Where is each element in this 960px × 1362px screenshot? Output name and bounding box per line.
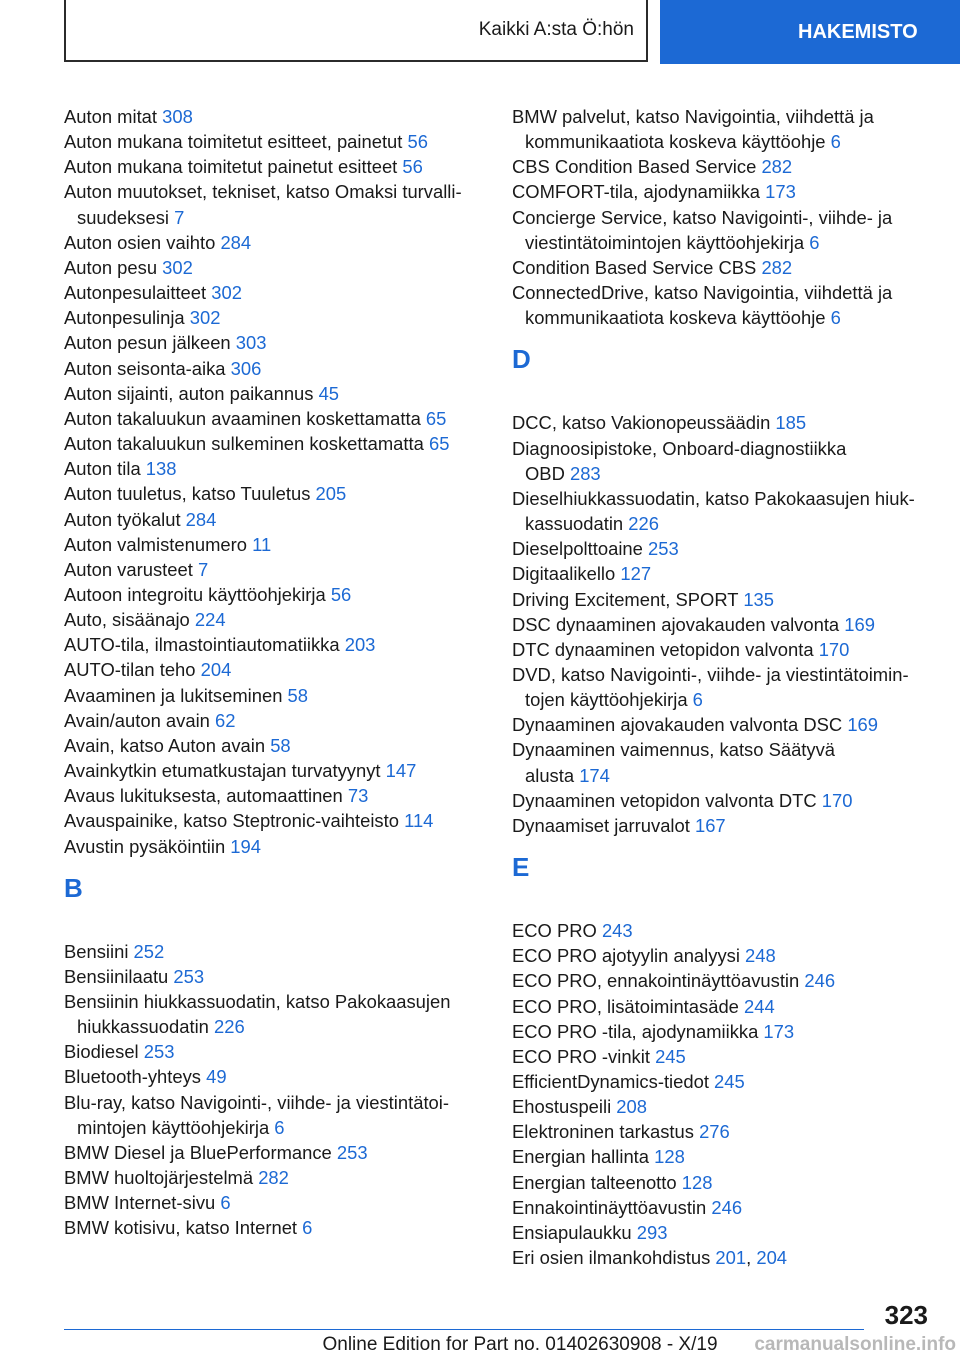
page-link[interactable]: 128: [654, 1146, 685, 1168]
entry-text: ECO PRO: [512, 920, 602, 942]
entry-text: Blu-ray, katso Navigointi-, viihde- ja viestintätoi-: [64, 1091, 449, 1113]
entry-text: Auton muutokset, tekniset, katso Omaksi turvalli-: [64, 181, 462, 203]
page-link[interactable]: 306: [230, 357, 262, 379]
page-link[interactable]: 204: [200, 659, 232, 681]
index-entry: [64, 179, 484, 229]
index-entry: [64, 230, 484, 255]
page-link[interactable]: 6: [830, 307, 841, 329]
index-entry: [512, 1220, 932, 1245]
index-entry: [512, 968, 932, 993]
entry-text: kommunikaatiota koskeva käyttöohje: [525, 131, 831, 153]
page-link[interactable]: 245: [655, 1045, 686, 1067]
index-entry: [512, 280, 932, 330]
page-link[interactable]: 303: [235, 332, 267, 354]
page-link[interactable]: 203: [344, 634, 376, 656]
index-entry: [512, 1094, 932, 1119]
index-entry: [512, 436, 932, 486]
entry-text: BMW palvelut, katso Navigointia, viihdettä ja: [512, 106, 874, 127]
index-entry: [64, 582, 484, 607]
index-entry: [512, 536, 932, 561]
page-link[interactable]: 226: [214, 1016, 245, 1038]
entry-text: Auton takaluukun sulkeminen koskettamatta: [64, 433, 429, 455]
entry-text: BMW Diesel ja BluePerformance: [64, 1141, 337, 1163]
index-entry: [64, 834, 484, 859]
index-entry: [64, 481, 484, 506]
page-link[interactable]: 248: [745, 945, 776, 967]
page-link[interactable]: 253: [173, 965, 205, 987]
entry-text: Auton mukana toimitetut painetut esitteet: [64, 156, 403, 178]
index-entry: [64, 104, 484, 129]
page-link[interactable]: 169: [847, 714, 879, 736]
index-entry: [512, 587, 932, 612]
index-entry: [512, 737, 932, 787]
entry-text: Concierge Service, katso Navigointi-, viihde- ja: [512, 206, 893, 228]
entry-text: Ennakointinäyttöavustin: [512, 1196, 712, 1218]
page-link[interactable]: 284: [220, 231, 252, 253]
entry-text: Driving Excitement, SPORT: [512, 588, 744, 610]
entry-text: mintojen käyttöohjekirja: [77, 1116, 275, 1138]
index-entry: [64, 1090, 484, 1140]
entry-text: ECO PRO ajotyylin analyysi: [512, 945, 746, 967]
entry-text: Auton tuuletus, katso Tuuletus: [64, 483, 316, 505]
page-separator: ,: [746, 1247, 757, 1269]
entry-text: Dynaaminen vetopidon valvonta DTC: [512, 789, 822, 811]
entry-text: Condition Based Service CBS: [512, 256, 762, 278]
entry-text: kassuodatin: [525, 513, 629, 535]
entry-text: kommunikaatiota koskeva käyttöohje: [525, 307, 831, 329]
index-entry: [512, 179, 932, 204]
page-link[interactable]: 62: [215, 709, 236, 731]
index-entry: [512, 813, 932, 838]
entry-text: Dieselpolttoaine: [512, 538, 648, 560]
page-link[interactable]: 276: [699, 1121, 730, 1143]
page-link[interactable]: 246: [711, 1196, 743, 1218]
entry-text: alusta: [525, 764, 580, 786]
entry-text: Auton seisonta-aika: [64, 357, 231, 379]
entry-text: Avaus lukituksesta, automaattinen: [64, 785, 348, 807]
page-link[interactable]: 283: [569, 462, 601, 484]
index-entry: [512, 486, 932, 536]
index-entry: [512, 943, 932, 968]
entry-text: Autonpesulaitteet: [64, 282, 212, 304]
index-entry: [64, 330, 484, 355]
index-entry: [512, 205, 932, 255]
tab-a-to-z[interactable]: Kaikki A:sta Ö:hön: [64, 0, 648, 62]
page-link[interactable]: 302: [211, 282, 242, 304]
entry-text: Dieselhiukkassuodatin, katso Pakokaasujen hiuk-: [512, 487, 915, 509]
index-column-right: [512, 104, 932, 1270]
page-link[interactable]: 170: [818, 638, 850, 660]
entry-text: Auton pesu: [64, 256, 163, 278]
page-link[interactable]: 56: [330, 583, 352, 605]
index-entry: [64, 632, 484, 657]
page-link[interactable]: 58: [270, 734, 291, 756]
section-letter: B: [64, 872, 83, 903]
entry-text: BMW kotisivu, katso Internet: [64, 1217, 303, 1239]
index-entry: [512, 561, 932, 586]
page-link[interactable]: 244: [744, 995, 775, 1017]
header-tabs: [64, 0, 960, 64]
page-link[interactable]: 7: [197, 558, 209, 580]
page-link[interactable]: 128: [681, 1171, 713, 1193]
index-entry: [64, 532, 484, 557]
page-link[interactable]: 6: [220, 1192, 231, 1214]
page-link[interactable]: 253: [647, 538, 679, 560]
entry-text: COMFORT-tila, ajodynamiikka: [512, 181, 766, 203]
entry-text: ECO PRO -tila, ajodynamiikka: [512, 1020, 764, 1042]
entry-text: Auton valmistenumero: [64, 533, 253, 555]
index-entry: [512, 255, 932, 280]
page-link[interactable]: 282: [761, 256, 793, 278]
page-link[interactable]: 65: [425, 407, 447, 429]
entry-text: ECO PRO -vinkit: [512, 1045, 656, 1067]
page-link[interactable]: 6: [692, 689, 703, 711]
page-link[interactable]: 282: [761, 156, 793, 178]
entry-text: Auton pesun jälkeen: [64, 332, 236, 354]
index-entry: [64, 507, 484, 532]
entry-text: DTC dynaaminen vetopidon valvonta: [512, 638, 819, 660]
footer-divider: [64, 1329, 864, 1330]
entry-text: Auton mukana toimitetut esitteet, painetut: [64, 131, 408, 153]
page-link[interactable]: 45: [318, 382, 340, 404]
index-entry: [64, 557, 484, 582]
page-link[interactable]: 284: [185, 508, 217, 530]
entry-text: DSC dynaaminen ajovakauden valvonta: [512, 613, 845, 635]
entry-text: Avainkytkin etumatkustajan turvatyynyt: [64, 760, 386, 782]
page-link[interactable]: 73: [347, 785, 369, 807]
page-link[interactable]: 174: [579, 764, 610, 786]
index-entry: [512, 662, 932, 712]
index-entry: [64, 783, 484, 808]
page-link[interactable]: 252: [133, 940, 165, 962]
entry-text: Bensiinilaatu: [64, 965, 174, 987]
index-column-left: [64, 104, 484, 1241]
page-link[interactable]: 6: [274, 1116, 285, 1138]
entry-text: Auton varusteet: [64, 558, 198, 580]
page-link[interactable]: 204: [756, 1247, 788, 1269]
index-entry: [64, 1165, 484, 1190]
page-link[interactable]: 253: [143, 1041, 175, 1063]
entry-text: AUTO-tilan teho: [64, 659, 201, 681]
entry-text: ECO PRO, lisätoimintasäde: [512, 995, 745, 1017]
entry-text: viestintätoimintojen käyttöohjekirja: [525, 231, 810, 253]
index-entry: [512, 612, 932, 637]
entry-text: Eri osien ilmankohdistus: [512, 1247, 716, 1269]
entry-text: Autonpesulinja: [64, 307, 190, 329]
page-link[interactable]: 302: [189, 307, 221, 329]
entry-text: BMW Internet-sivu: [64, 1192, 221, 1214]
page-link[interactable]: 205: [315, 483, 347, 505]
entry-text: Energian talteenotto: [512, 1171, 682, 1193]
entry-text: Dynaamiset jarruvalot: [512, 814, 695, 836]
page-link[interactable]: 253: [336, 1141, 368, 1163]
index-entry: [64, 431, 484, 456]
index-entry: [512, 1195, 932, 1220]
page-link[interactable]: 302: [162, 256, 193, 278]
index-entry: [64, 129, 484, 154]
entry-text: Ehostuspeili: [512, 1096, 617, 1118]
index-entry: [64, 356, 484, 381]
index-entry: [64, 758, 484, 783]
entry-text: suudeksesi: [77, 206, 175, 228]
watermark: carmanualsonline.info: [754, 1334, 956, 1355]
index-entry: [512, 712, 932, 737]
page-link[interactable]: 49: [206, 1066, 227, 1088]
page-link[interactable]: 56: [407, 131, 428, 153]
page-number: 323: [884, 1300, 928, 1330]
index-entry: [512, 104, 932, 154]
entry-text: Autoon integroitu käyttöohjekirja: [64, 583, 331, 605]
index-entry: [64, 1190, 484, 1215]
page-link[interactable]: 135: [743, 588, 775, 610]
entry-text: Auton sijainti, auton paikannus: [64, 382, 319, 404]
entry-text: tojen käyttöohjekirja: [525, 689, 693, 711]
page-link[interactable]: 7: [174, 206, 185, 228]
section-letter: E: [512, 852, 530, 883]
index-entry: [512, 1044, 932, 1069]
index-entry: [64, 154, 484, 179]
entry-text: Avain, katso Auton avain: [64, 734, 271, 756]
entry-text: Auton tila: [64, 458, 146, 480]
index-entry: [64, 305, 484, 330]
entry-text: DCC, katso Vakionopeussäädin: [512, 412, 776, 434]
index-entry: [64, 808, 484, 833]
entry-text: EfficientDynamics-tiedot: [512, 1071, 715, 1092]
entry-text: Biodiesel: [64, 1041, 144, 1063]
page-link[interactable]: 246: [804, 970, 836, 992]
index-entry: [512, 994, 932, 1019]
page-link[interactable]: 173: [765, 181, 796, 203]
page-link[interactable]: 58: [287, 684, 309, 706]
page-link[interactable]: 201: [715, 1247, 747, 1269]
entry-text: Auton osien vaihto: [64, 231, 221, 253]
index-entry: [64, 1215, 484, 1240]
page-link[interactable]: 173: [763, 1020, 795, 1042]
entry-text: Bensiini: [64, 940, 134, 962]
index-entry: [64, 1064, 484, 1089]
entry-text: Ensiapulaukku: [512, 1221, 637, 1243]
index-entry: [64, 280, 484, 305]
entry-text: Avauspainike, katso Steptronic-vaihteisto: [64, 810, 405, 832]
entry-text: Elektroninen tarkastus: [512, 1121, 700, 1143]
entry-text: Avaaminen ja lukitseminen: [64, 684, 288, 706]
page-link[interactable]: 11: [252, 533, 272, 555]
index-entry: [512, 1019, 932, 1044]
entry-text: AUTO-tila, ilmastointiautomatiikka: [64, 634, 345, 656]
index-entry: [64, 456, 484, 481]
page-link[interactable]: 224: [194, 609, 226, 631]
index-entry: [512, 1119, 932, 1144]
index-entry: [512, 1245, 932, 1270]
entry-text: CBS Condition Based Service: [512, 156, 762, 178]
entry-text: ECO PRO, ennakointinäyttöavustin: [512, 970, 805, 992]
page-link[interactable]: 194: [230, 835, 261, 857]
index-entry: [64, 683, 484, 708]
page-link[interactable]: 169: [844, 613, 875, 635]
index-entry: [64, 607, 484, 632]
page-link[interactable]: 138: [145, 458, 177, 480]
page-link[interactable]: 65: [428, 433, 450, 455]
index-entry: [512, 1144, 932, 1169]
index-entry: [512, 788, 932, 813]
page-link[interactable]: 127: [620, 563, 652, 585]
entry-text: BMW huoltojärjestelmä: [64, 1167, 259, 1189]
entry-text: Dynaaminen vaimennus, katso Säätyvä: [512, 739, 836, 761]
index-entry: [512, 1170, 932, 1195]
entry-text: Bensiinin hiukkassuodatin, katso Pakokaasujen: [64, 991, 451, 1012]
index-entry: [64, 381, 484, 406]
index-entry: [512, 154, 932, 179]
entry-text: Auton mitat: [64, 106, 163, 127]
entry-text: Bluetooth-yhteys: [64, 1066, 207, 1088]
index-entry: [64, 708, 484, 733]
index-entry: [64, 1039, 484, 1064]
page-link[interactable]: 114: [404, 810, 434, 832]
index-entry: [512, 918, 932, 943]
index-entry: [64, 964, 484, 989]
page-link[interactable]: 226: [628, 513, 659, 535]
entry-text: Dynaaminen ajovakauden valvonta DSC: [512, 714, 848, 736]
section-letter: D: [512, 344, 531, 375]
entry-text: Diagnoosipistoke, Onboard-diagnostiikka: [512, 437, 847, 459]
entry-text: Energian hallinta: [512, 1146, 655, 1168]
index-entry: [64, 1140, 484, 1165]
index-entry: [512, 410, 932, 435]
edition-footer: Online Edition for Part no. 01402630908 - X/19: [322, 1334, 718, 1355]
index-entry: [64, 657, 484, 682]
page-link[interactable]: 147: [385, 760, 417, 782]
page-link[interactable]: 308: [162, 106, 193, 127]
page-link[interactable]: 56: [402, 156, 423, 178]
index-entry: [64, 406, 484, 431]
tab-index[interactable]: HAKEMISTO: [660, 0, 960, 64]
entry-text: Avain/auton avain: [64, 709, 215, 731]
index-entry: [64, 733, 484, 758]
page-link[interactable]: 243: [601, 920, 633, 942]
page-link[interactable]: 6: [830, 131, 841, 153]
index-entry: [512, 637, 932, 662]
entry-text: DVD, katso Navigointi-, viihde- ja viestintätoimin-: [512, 663, 909, 685]
entry-text: Digitaalikello: [512, 563, 621, 585]
entry-text: OBD: [525, 462, 570, 484]
page-link[interactable]: 208: [616, 1096, 647, 1118]
index-entry: [512, 1069, 932, 1094]
page-link[interactable]: 245: [714, 1071, 745, 1092]
entry-text: Avustin pysäköintiin: [64, 835, 231, 857]
entry-text: ConnectedDrive, katso Navigointia, viihdettä ja: [512, 282, 893, 304]
entry-text: Auto, sisäänajo: [64, 609, 195, 631]
page-link[interactable]: 293: [636, 1221, 668, 1243]
page-link[interactable]: 185: [775, 412, 807, 434]
page-link[interactable]: 6: [302, 1217, 313, 1239]
index-entry: [64, 939, 484, 964]
index-entry: [64, 989, 484, 1039]
page-link[interactable]: 6: [809, 231, 820, 253]
index-entry: [64, 255, 484, 280]
entry-text: Auton työkalut: [64, 508, 186, 530]
page-link[interactable]: 282: [258, 1167, 289, 1189]
entry-text: Auton takaluukun avaaminen koskettamatta: [64, 407, 426, 429]
page-link[interactable]: 167: [694, 814, 726, 836]
entry-text: hiukkassuodatin: [77, 1016, 214, 1038]
page-link[interactable]: 170: [821, 789, 853, 811]
